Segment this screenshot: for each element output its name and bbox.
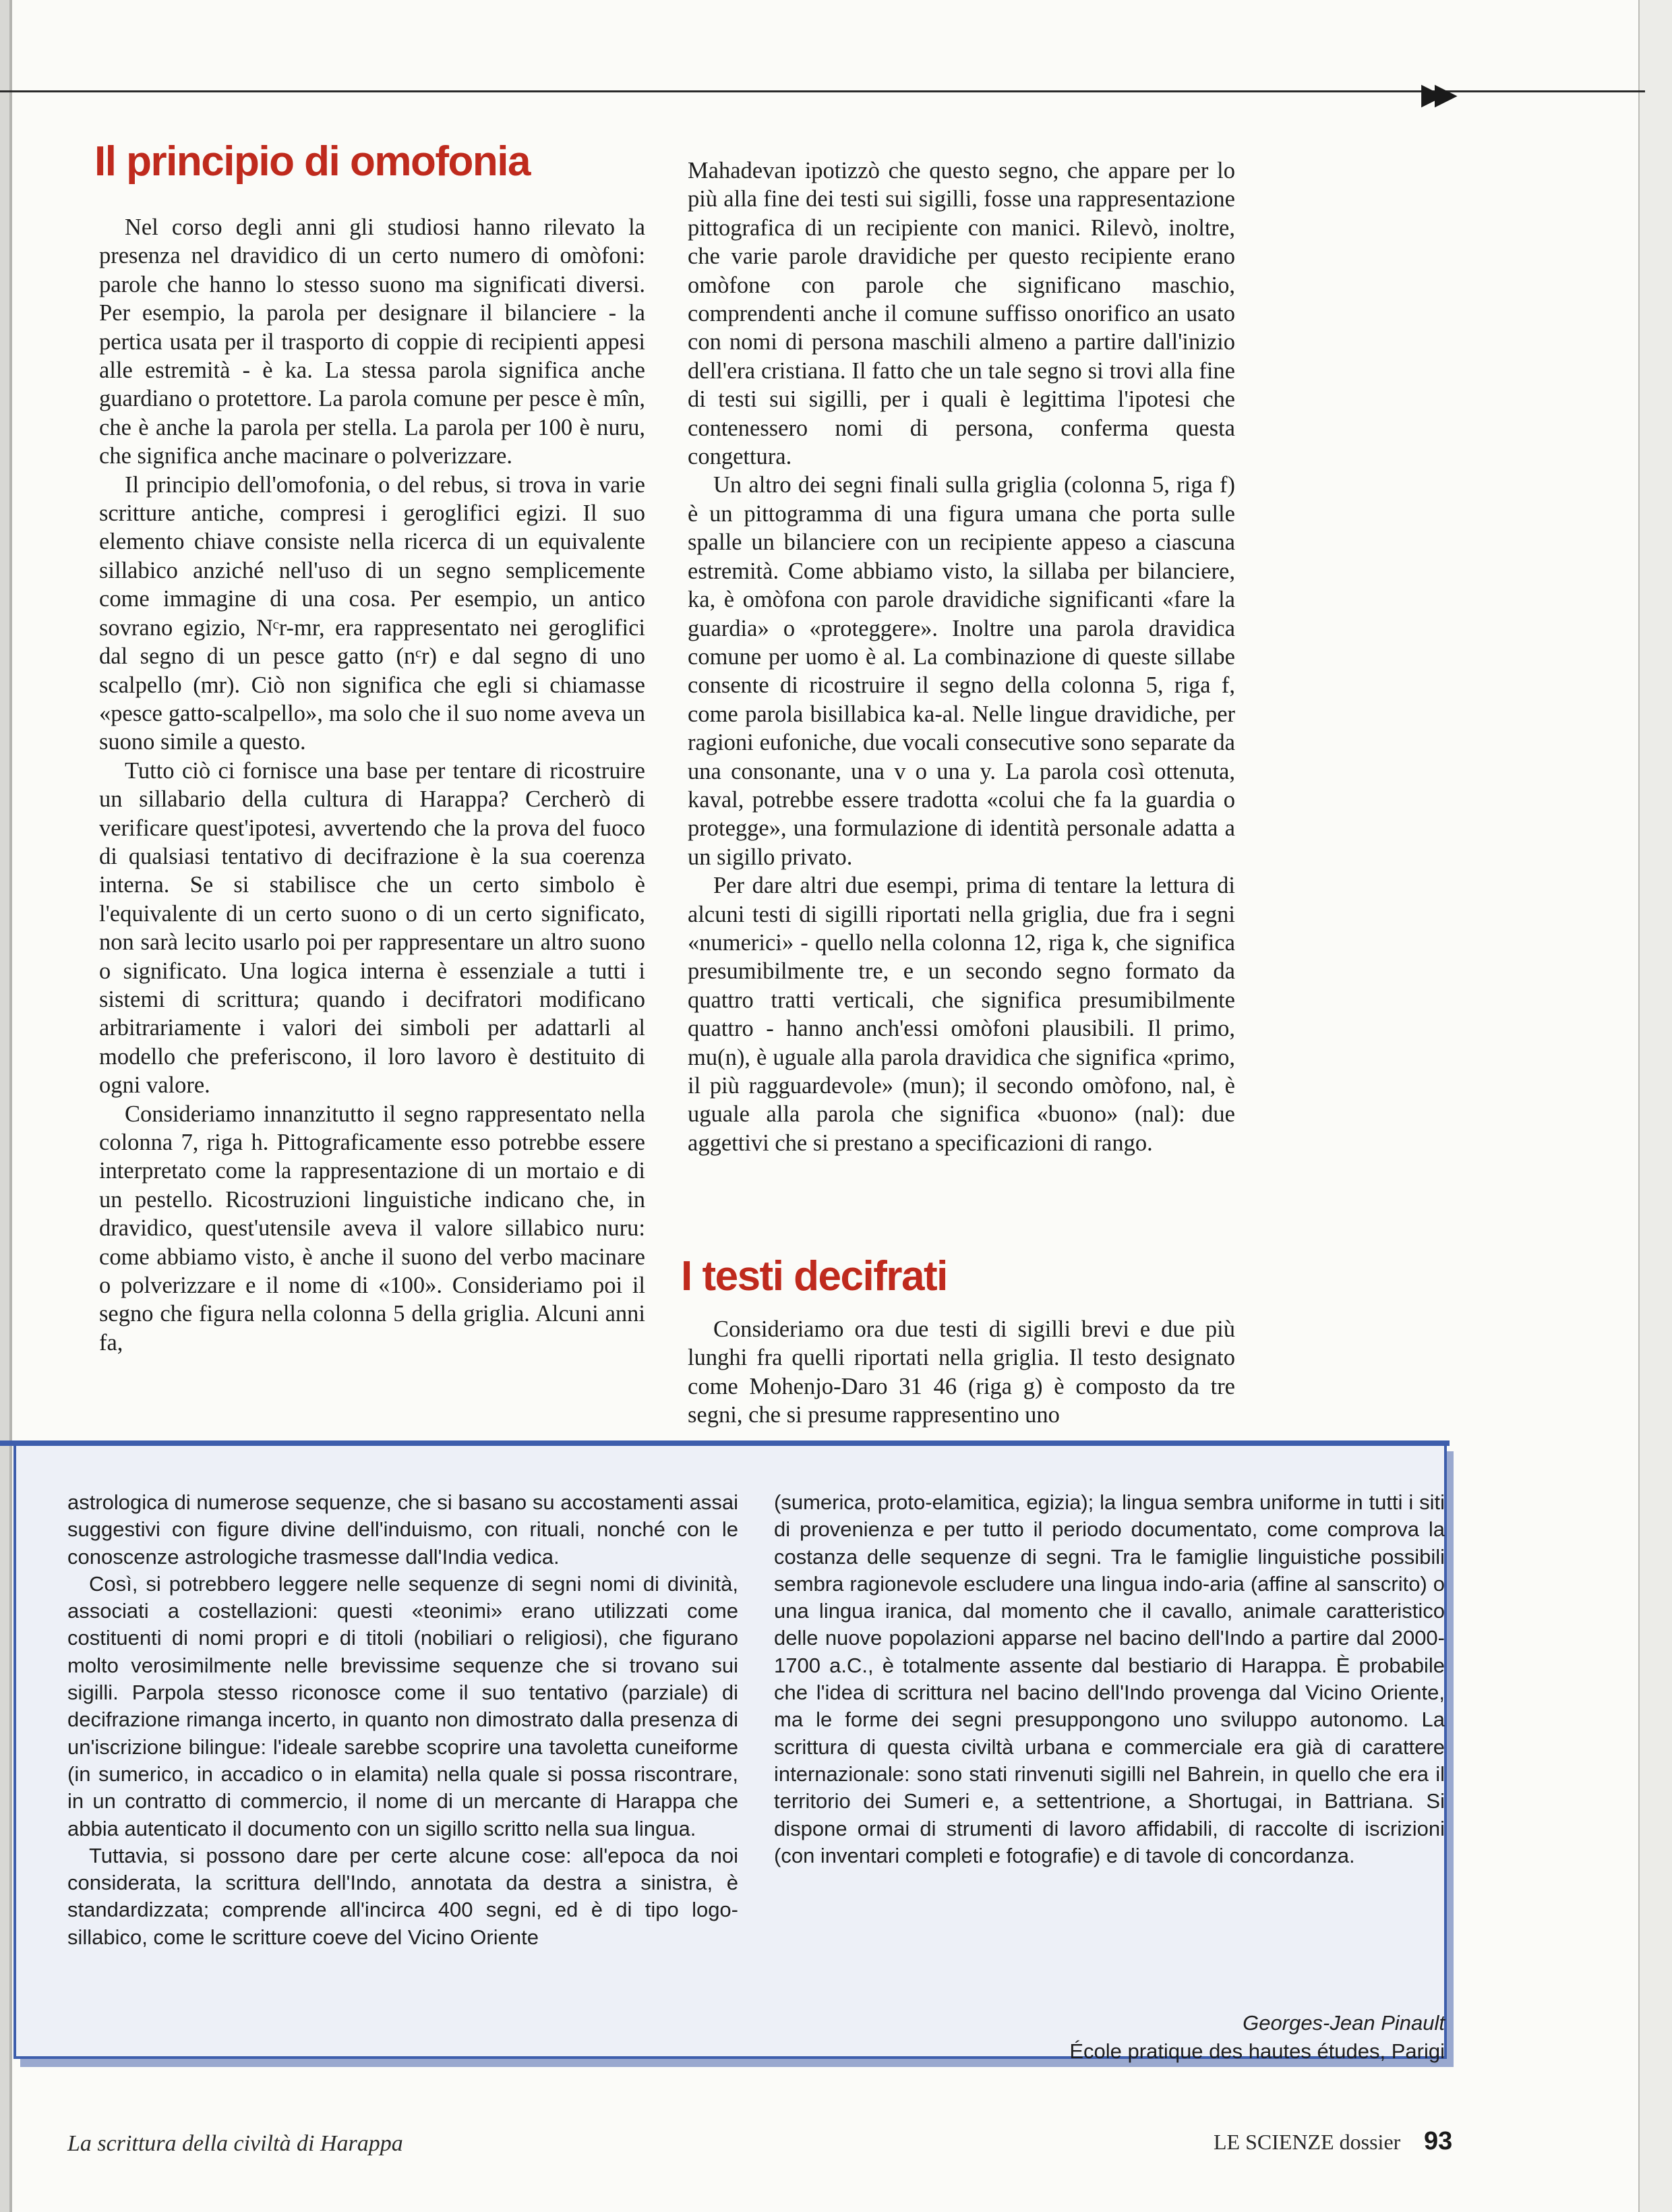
paragraph: Un altro dei segni finali sulla griglia (colonna 5, riga f) è un pittogramma di una figura umana che porta sulle spalle un bilanciere con un recipiente appeso a ciascuna estremità. Come abbiamo visto, la sillaba per bilanciere, ka, è omòfona con parole dravidiche significanti «fare la guardia» o «proteggere». Inoltre una parola dravidica comune per uomo è al. La combinazione di queste sillabe consente di ricostruire il segno della colonna 5, riga f, come parola bisillabica ka-al. Nelle lingue dravidiche, per ragioni eufoniche, due vocali consecutive sono separate da una consonante, una v o una y. La parola così ottenuta, kaval, potrebbe essere tradotta «colui che fa la guardia o protegge», una formulazione di identità personale adatta a un sigillo privato. (688, 472, 1235, 870)
body-column-left (99, 213, 645, 1357)
paragraph: Il principio dell'omofonia, o del rebus, si trova in varie scritture antiche, compresi i geroglifici egizi. Il suo elemento chiave consiste nella ricerca di un equivalente sillabico anziché nell'uso di un segno semplicemente come immagine di una cosa. Per esempio, un antico sovrano egizio, Nᶜr-mr, era rappresentato nei geroglifici dal segno di un pesce gatto (nᶜr) e dal segno di uno scalpello (mr). Ciò non significa che egli si chiamasse «pesce gatto-scalpello», ma solo che il suo nome aveva un suono simile a questo. (99, 471, 645, 755)
footer-brand-suffix: dossier (1339, 2130, 1401, 2154)
section-heading-testi-decifrati: I testi decifrati (681, 1253, 947, 1300)
header-rule (0, 90, 1645, 92)
inset-paragraph: astrologica di numerose sequenze, che si basano su accostamenti assai suggestivi con figure divine dell'induismo, con rituali, nonché con le conoscenze astrologiche trasmesse dall'India vedica. (67, 1490, 738, 1569)
inset-box-top-rule (0, 1440, 1450, 1446)
paragraph: Mahadevan ipotizzò che questo segno, che appare per lo più alla fine dei testi sui sigilli, fosse una rappresentazione pittografica di un recipiente con manici. Rilevò, inoltre, che varie parole dravidiche per questo recipiente erano omòfone con parole che significano maschio, comprendenti anche il comune suffisso onorifico an usato con nomi di persona maschili almeno a partire dall'inizio dell'era cristiana. Il fatto che un tale segno si trovi alla fine di testi sui sigilli, per i quali è legittima l'ipotesi che contenessero nomi di persona, conferma questa congettura. (688, 158, 1235, 470)
paragraph: Consideriamo ora due testi di sigilli brevi e due più lunghi fra quelli riportati nella griglia. Il testo designato come Mohenjo-Daro 31 46 (riga g) è composto da tre segni, che si presume rappresentino uno (688, 1316, 1235, 1428)
paragraph: Consideriamo innanzitutto il segno rappresentato nella colonna 7, riga h. Pittograficamente esso potrebbe essere interpretato come la rappresentazione di un mortaio e di un pestello. Ricostruzioni linguistiche indicano che, in dravidico, quest'utensile aveva il valore sillabico nuru: come abbiamo visto, è anche il suono del verbo macinare o polverizzare e il nome di «100». Consideriamo poi il segno che figura nella colonna 5 della griglia. Alcuni anni fa, (99, 1101, 645, 1356)
paragraph: Per dare altri due esempi, prima di tentare la lettura di alcuni testi di sigilli riportati nella griglia, due fra i segni «numerici» - quello nella colonna 12, riga k, che significa presumibilmente tre, e un secondo segno formato da quattro tratti verticali, che significa presumibilmente quattro - hanno anch'essi omòfoni plausibili. Il primo, mu(n), è uguale alla parola dravidica che significa «primo, il più ragguardevole» (mun); il secondo omòfono, nal, è uguale alla parola che significa «buono» (nal): due aggettivi che si prestano a specificazioni di rango. (688, 873, 1235, 1156)
inset-column-left (67, 1489, 738, 1951)
continue-arrows-icon: ▶▶ (1421, 77, 1448, 111)
body-column-right (688, 156, 1235, 1157)
body-column-right-section2 (688, 1315, 1235, 1430)
inset-paragraph: Così, si potrebbero leggere nelle sequenze di segni nomi di divinità, associati a costellazioni: questi «teonimi» erano utilizzati come costituenti di nomi propri e di titoli (nobiliari o religiosi), che figurano molto verosimilmente nelle brevissime sequenze che si trovano sui sigilli. Parpola stesso riconosce come il suo tentativo (parziale) di decifrazione rimanga incerto, in quanto non dimostrato dalla presenza di un'iscrizione bilingue: l'ideale sarebbe scoprire una tavoletta cuneiforme (in sumerico, in accadico o in elamita) nella quale si possa riscontrare, in un contratto di commercio, il nome di un mercante di Harappa che abbia autenticato il documento con un sigillo scritto nella sua lingua. (67, 1571, 738, 1840)
inset-paragraph: Tuttavia, si possono dare per certe alcune cose: all'epoca da noi considerata, la scrittura dell'Indo, annotata da destra a sinistra, è standardizzata; comprende all'incirca 400 segni, ed è di tipo logo-sillabico, come le scritture coeve del Vicino Oriente (67, 1843, 738, 1949)
inset-paragraph: (sumerica, proto-elamitica, egizia); la lingua sembra uniforme in tutti i siti di provenienza e per tutto il periodo documentato, come comprova la costanza delle sequenze di segni. Tra le famiglie linguistiche possibili sembra ragionevole escludere una lingua indo-aria (affine al sanscrito) o una lingua iranica, dal momento che il cavallo, animale caratteristico delle nuove popolazioni apparse nel bacino dell'Indo a partire dal 2000-1700 a.C., è totalmente assente dal bestiario di Harappa. È probabile che l'idea di scrittura nel bacino dell'Indo provenga dal Vicino Oriente, ma le forme dei segni presuppongono uno sviluppo autonomo. La scrittura di questa civiltà urbana e commerciale era già di carattere internazionale: sono stati rinvenuti sigilli nel Bahrein, in quello che era il territorio dei Sumeri e, a settentrione, a Shortugai, in Battriana. Si dispone ormai di strumenti di lavoro affidabili, di raccolte di iscrizioni (con inventari completi e fotografie) e di tavole di concordanza. (774, 1490, 1445, 1867)
paragraph: Tutto ciò ci fornisce una base per tentare di ricostruire un sillabario della cultura di Harappa? Cercherò di verificare quest'ipotesi, avvertendo che la prova del fuoco di qualsiasi tentativo di decifrazione è la sua coerenza interna. Se si stabilisce che un certo simbolo è l'equivalente di un certo suono o di un certo significato, non sarà lecito usarlo poi per rappresentare un altro suono o significato. Una logica interna è essenziale a tutti i sistemi di scrittura; quando i decifratori modificano arbitrariamente i valori dei simboli per adattarli al modello che preferiscono, il loro lavoro è destituito di ogni valore. (99, 757, 645, 1099)
footer-brand-name: LE SCIENZE (1214, 2130, 1334, 2154)
section-heading-omofonia: Il principio di omofonia (94, 138, 530, 185)
footer-brand (1214, 2130, 1400, 2155)
inset-affiliation: École pratique des hautes études, Parigi (1069, 2039, 1445, 2063)
page-binding-shadow (9, 0, 12, 2212)
footer-article-title: La scrittura della civiltà di Harappa (67, 2131, 403, 2156)
inset-author: Georges-Jean Pinault (1243, 2011, 1445, 2035)
paragraph: Nel corso degli anni gli studiosi hanno rilevato la presenza nel dravidico di un certo numero di omòfoni: parole che hanno lo stesso suono ma significati diversi. Per esempio, la parola per designare il bilanciere - la pertica usata per il trasporto di coppie di recipienti appesi alle estremità - è ka. La stessa parola significa anche guardiano o protettore. La parola comune per pesce è mîn, che è anche la parola per stella. La parola per 100 è nuru, che significa anche macinare o polverizzare. (99, 214, 645, 469)
page-number: 93 (1424, 2127, 1453, 2155)
inset-column-right (774, 1489, 1445, 1869)
next-page-edge (1638, 0, 1672, 2212)
page-binding-edge (0, 0, 9, 2212)
